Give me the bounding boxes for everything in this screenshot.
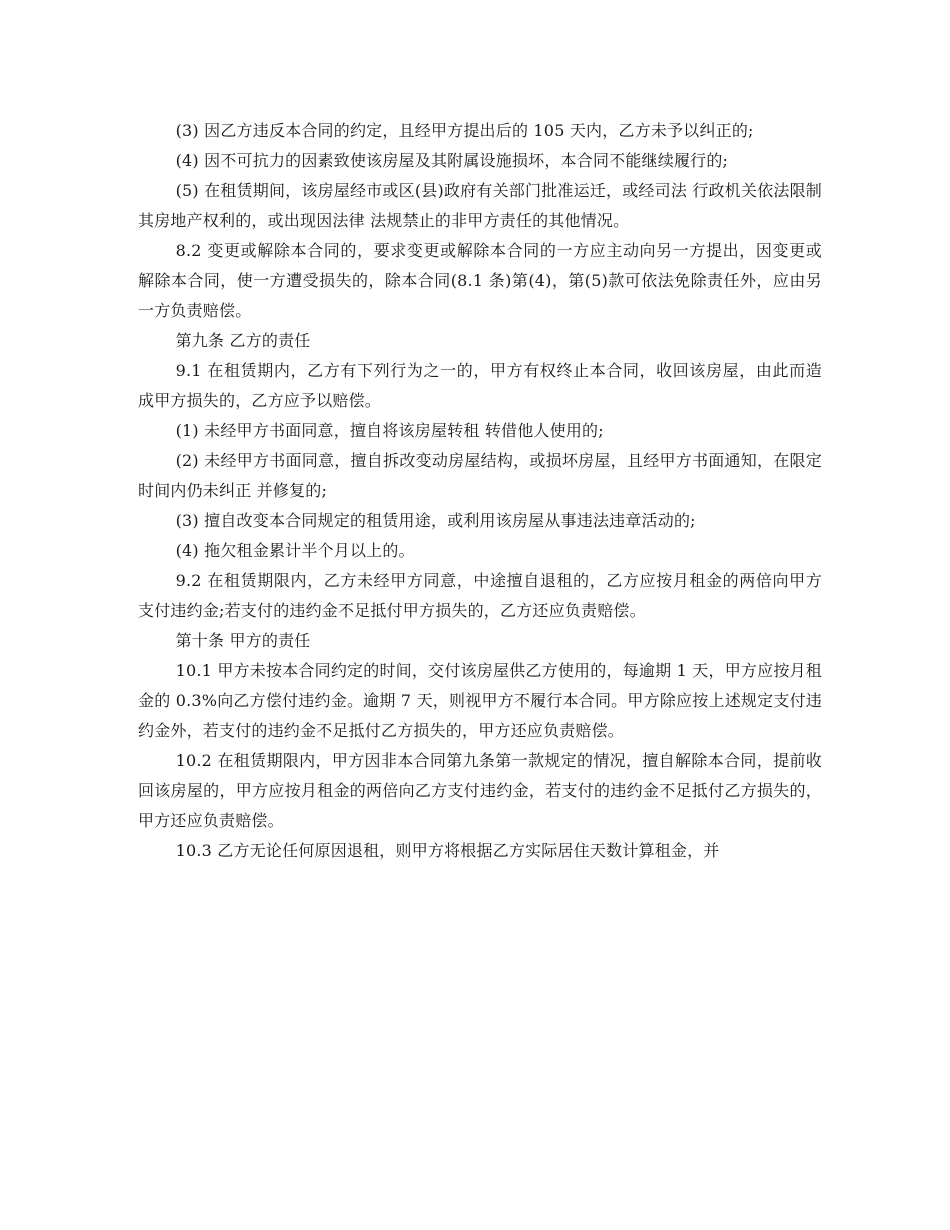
paragraph-clause-9-2: 9.2 在租赁期限内，乙方未经甲方同意，中途擅自退租的，乙方应按月租金的两倍向甲方支付违约金;若支付的违约金不足抵付甲方损失的，乙方还应负责赔偿。: [138, 571, 822, 620]
article-9-heading: 第九条 乙方的责任: [175, 331, 311, 350]
paragraph-clause-10-2: 10.2 在租赁期限内，甲方因非本合同第九条第一款规定的情况，擅自解除本合同，提前收回该房屋的，甲方应按月租金的两倍向乙方支付违约金，若支付的违约金不足抵付乙方损失的，甲方还应负责赔偿。: [138, 751, 822, 830]
paragraph-clause-9-1-item-2: (2) 未经甲方书面同意，擅自拆改变动房屋结构，或损坏房屋，且经甲方书面通知，在限定时间内仍未纠正 并修复的;: [138, 451, 822, 500]
paragraph-item-3-breach: (3) 因乙方违反本合同的约定，且经甲方提出后的 105 天内，乙方未予以纠正的;: [175, 121, 754, 140]
paragraph-clause-9-1-item-3: (3) 擅自改变本合同规定的租赁用途，或利用该房屋从事违法违章活动的;: [175, 511, 696, 530]
paragraph-clause-10-1: 10.1 甲方未按本合同约定的时间，交付该房屋供乙方使用的，每逾期 1 天，甲方应按月租金的 0.3%向乙方偿付违约金。逾期 7 天，则视甲方不履行本合同。甲方除应按上述规定支付违约金外，若支付的违约金不足抵付乙方损失的，甲方还应负责赔偿。: [138, 661, 822, 740]
paragraph-clause-9-1-item-1: (1) 未经甲方书面同意，擅自将该房屋转租 转借他人使用的;: [175, 421, 604, 440]
paragraph-clause-9-1-item-4: (4) 拖欠租金累计半个月以上的。: [175, 541, 415, 560]
paragraph-clause-10-3: 10.3 乙方无论任何原因退租，则甲方将根据乙方实际居住天数计算租金，并: [175, 841, 720, 860]
article-10-heading: 第十条 甲方的责任: [175, 631, 311, 650]
paragraph-clause-8-2: 8.2 变更或解除本合同的，要求变更或解除本合同的一方应主动向另一方提出，因变更或解除本合同，使一方遭受损失的，除本合同(8.1 条)第(4)，第(5)款可依法免除责任外，应由另一方负责赔偿。: [138, 241, 822, 320]
document-page: [138, 116, 822, 866]
paragraph-item-5-relocation: (5) 在租赁期间，该房屋经市或区(县)政府有关部门批准运迁，或经司法 行政机关依法限制其房地产权利的，或出现因法律 法规禁止的非甲方责任的其他情况。: [138, 181, 822, 230]
paragraph-clause-9-1: 9.1 在租赁期内，乙方有下列行为之一的，甲方有权终止本合同，收回该房屋，由此而造成甲方损失的，乙方应予以赔偿。: [138, 361, 822, 410]
paragraph-item-4-force-majeure: (4) 因不可抗力的因素致使该房屋及其附属设施损坏，本合同不能继续履行的;: [175, 151, 729, 170]
